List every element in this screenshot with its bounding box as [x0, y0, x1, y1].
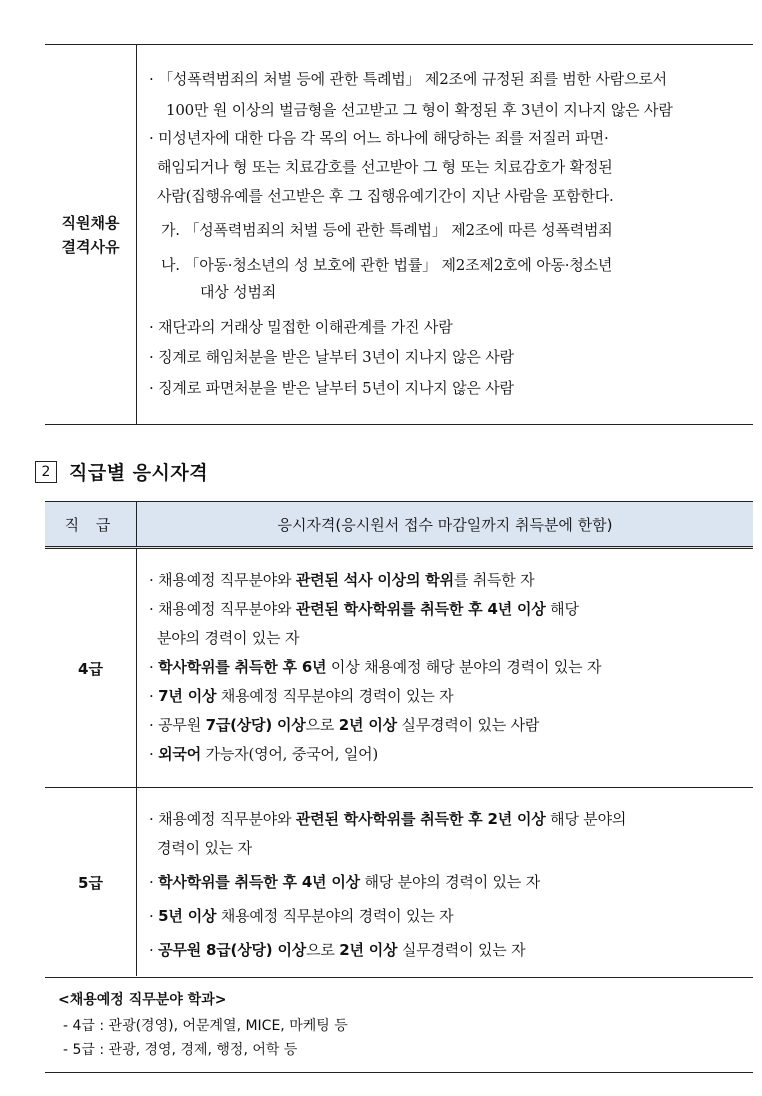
section-number-box: 2	[35, 461, 57, 483]
disqualification-label-cell	[45, 45, 137, 424]
notes-item-grade5: - 5급 : 관광, 경영, 경제, 행정, 어학 등	[63, 1042, 298, 1058]
disq-line-6: 가. 「성폭력범죄의 처벌 등에 관한 특례법」 제2조에 따른 성폭력범죄	[161, 221, 613, 239]
disq-line-5: 사람(집행유예를 선고받은 후 그 집행유예기간이 지난 사람을 포함한다.	[157, 187, 614, 205]
department-notes	[45, 988, 753, 1073]
disq-line-8: 대상 성범죄	[200, 283, 277, 301]
disqualification-table	[45, 44, 753, 425]
grade4-line-4: · 학사학위를 취득한 후 6년 이상 채용예정 해당 분야의 경력이 있는 자	[149, 658, 602, 676]
table-row-grade4	[45, 549, 753, 788]
grade5-line-3: · 학사학위를 취득한 후 4년 이상 해당 분야의 경력이 있는 자	[149, 873, 540, 891]
grade5-line-2: 경력이 있는 자	[157, 839, 252, 857]
notes-title: <채용예정 직무분야 학과>	[58, 992, 227, 1008]
grade4-line-7: · 외국어 가능자(영어, 중국어, 일어)	[149, 745, 379, 763]
grade5-line-5: · 공무원 8급(상당) 이상으로 2년 이상 실무경력이 있는 자	[149, 941, 526, 959]
grade4-content	[143, 549, 753, 787]
grade5-label: 5급	[45, 788, 137, 976]
header-grade: 직 급	[45, 502, 137, 546]
grade4-label: 4급	[45, 549, 137, 787]
disq-line-11: · 징계로 파면처분을 받은 날부터 5년이 지나지 않은 사람	[149, 379, 514, 397]
disq-line-7: 나. 「아동·청소년의 성 보호에 관한 법률」 제2조제2호에 아동·청소년	[161, 256, 613, 274]
grade4-line-3: 분야의 경력이 있는 자	[157, 629, 300, 647]
disq-line-9: · 재단과의 거래상 밀접한 이해관계를 가진 사람	[149, 318, 453, 336]
qualification-table	[45, 501, 753, 978]
disq-line-4: 해임되거나 형 또는 치료감호를 선고받아 그 형 또는 치료감호가 확정된	[157, 158, 613, 176]
disq-line-1: · 「성폭력범죄의 처벌 등에 관한 특례법」 제2조에 규정된 죄를 범한 사람으로서	[149, 70, 667, 88]
grade5-content	[143, 788, 753, 976]
disq-line-2: 100만 원 이상의 벌금형을 선고받고 그 형이 확정된 후 3년이 지나지 않은 사람	[166, 101, 673, 119]
table-row-grade5	[45, 788, 753, 976]
section-heading	[35, 458, 208, 485]
disqualification-label: 직원채용 결격사유	[61, 213, 120, 256]
notes-item-grade4: - 4급 : 관광(경영), 어문계열, MICE, 마케팅 등	[63, 1018, 348, 1034]
disq-line-3: · 미성년자에 대한 다음 각 목의 어느 하나에 해당하는 죄를 저질러 파면·	[149, 129, 609, 147]
header-qualification: 응시자격(응시원서 접수 마감일까지 취득분에 한함)	[277, 515, 613, 534]
section-title: 직급별 응시자격	[69, 462, 209, 484]
grade4-line-1: · 채용예정 직무분야와 관련된 석사 이상의 학위를 취득한 자	[149, 571, 535, 589]
grade4-line-6: · 공무원 7급(상당) 이상으로 2년 이상 실무경력이 있는 사람	[149, 716, 540, 734]
grade5-line-4: · 5년 이상 채용예정 직무분야의 경력이 있는 자	[149, 907, 454, 925]
grade4-line-5: · 7년 이상 채용예정 직무분야의 경력이 있는 자	[149, 687, 454, 705]
disq-line-10: · 징계로 해임처분을 받은 날부터 3년이 지나지 않은 사람	[149, 348, 514, 366]
grade4-line-2: · 채용예정 직무분야와 관련된 학사학위를 취득한 후 4년 이상 해당	[149, 600, 579, 618]
table-header-row	[45, 502, 753, 549]
grade5-line-1: · 채용예정 직무분야와 관련된 학사학위를 취득한 후 2년 이상 해당 분야의	[149, 810, 627, 828]
